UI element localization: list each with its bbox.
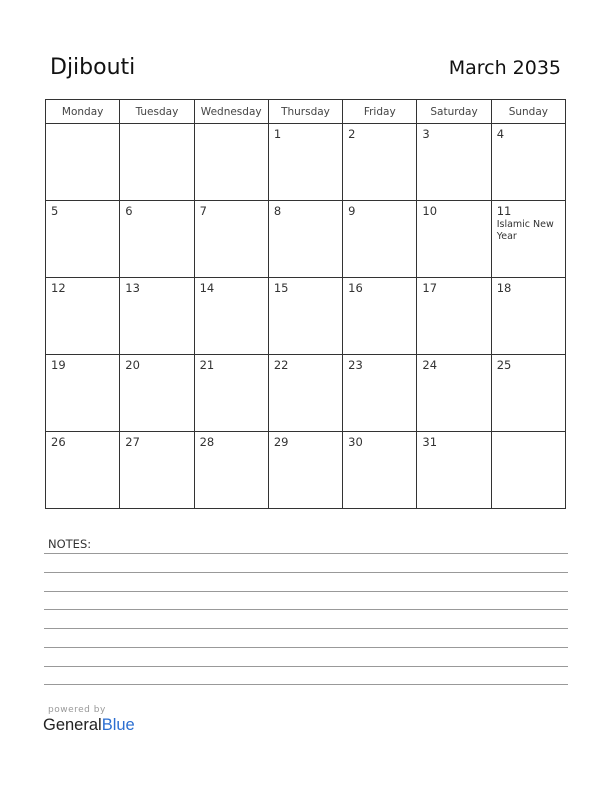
weekday-header: Tuesday (120, 100, 194, 124)
day-cell (491, 201, 565, 278)
day-cell (417, 124, 491, 201)
day-cell (194, 124, 268, 201)
day-cell (491, 124, 565, 201)
day-cell (120, 201, 194, 278)
day-cell (268, 355, 342, 432)
holiday-label: Islamic New Year (496, 219, 554, 242)
weekday-header: Thursday (268, 100, 342, 124)
day-cell (343, 355, 417, 432)
day-cell (343, 278, 417, 355)
day-cell (491, 432, 565, 509)
month-title: March 2035 (448, 57, 561, 79)
week-row (46, 278, 566, 355)
day-number: 9 (348, 204, 356, 218)
day-number: 30 (348, 435, 363, 449)
note-line (44, 666, 568, 667)
weekday-header: Friday (343, 100, 417, 124)
day-number: 31 (422, 435, 438, 449)
day-number: 20 (125, 358, 140, 372)
weekday-header-row (46, 100, 566, 124)
day-number: 5 (51, 204, 59, 218)
week-row (46, 432, 566, 509)
day-cell (120, 355, 194, 432)
weekday-header: Monday (46, 100, 120, 124)
day-number: 29 (273, 435, 289, 449)
day-cell (417, 432, 491, 509)
day-cell (120, 432, 194, 509)
day-number: 17 (422, 281, 438, 295)
day-cell (343, 201, 417, 278)
generalblue-logo (43, 716, 135, 735)
day-number: 10 (422, 204, 438, 218)
day-number: 23 (348, 358, 363, 372)
brand-blue-text: Blue (101, 716, 135, 734)
week-row (46, 201, 566, 278)
day-cell (194, 278, 268, 355)
day-number: 19 (51, 358, 66, 372)
day-cell (120, 124, 194, 201)
note-line (44, 591, 568, 592)
day-cell (194, 432, 268, 509)
day-cell (268, 432, 342, 509)
weekday-header: Sunday (491, 100, 565, 124)
day-number: 27 (125, 435, 140, 449)
day-cell (268, 124, 342, 201)
note-line (44, 553, 568, 554)
day-number: 21 (199, 358, 215, 372)
day-cell (268, 201, 342, 278)
day-number: 14 (199, 281, 215, 295)
weekday-header: Wednesday (194, 100, 268, 124)
day-cell (491, 355, 565, 432)
country-title: Djibouti (50, 55, 136, 80)
week-row (46, 124, 566, 201)
brand-general-text: General (43, 716, 102, 734)
day-cell (417, 278, 491, 355)
day-number: 18 (496, 281, 512, 295)
day-cell (46, 124, 120, 201)
day-cell (46, 278, 120, 355)
day-number: 11 (496, 204, 512, 218)
day-number: 3 (422, 127, 430, 141)
day-cell (268, 278, 342, 355)
powered-by-text: powered by (48, 705, 106, 715)
day-cell (46, 201, 120, 278)
day-number: 4 (496, 127, 505, 141)
day-cell (417, 355, 491, 432)
day-number: 13 (125, 281, 140, 295)
day-number: 16 (348, 281, 363, 295)
note-line (44, 647, 568, 648)
weekday-header: Saturday (417, 100, 491, 124)
day-cell (120, 278, 194, 355)
note-line (44, 684, 568, 685)
day-number: 25 (496, 358, 512, 372)
day-number: 7 (199, 204, 207, 218)
day-number: 1 (273, 127, 282, 141)
day-cell (194, 355, 268, 432)
note-line (44, 628, 568, 629)
day-number: 15 (273, 281, 289, 295)
day-number: 12 (51, 281, 66, 295)
day-cell (343, 432, 417, 509)
day-cell (46, 432, 120, 509)
week-row (46, 355, 566, 432)
day-number: 24 (422, 358, 438, 372)
day-cell (343, 124, 417, 201)
day-number: 26 (51, 435, 66, 449)
day-number: 28 (199, 435, 215, 449)
day-number: 22 (273, 358, 289, 372)
day-cell (194, 201, 268, 278)
day-cell (491, 278, 565, 355)
note-line (44, 572, 568, 573)
notes-label: NOTES: (48, 537, 92, 551)
calendar-grid (45, 99, 566, 509)
note-line (44, 609, 568, 610)
day-cell (46, 355, 120, 432)
day-cell (417, 201, 491, 278)
day-number: 2 (348, 127, 356, 141)
day-number: 8 (273, 204, 282, 218)
day-number: 6 (125, 204, 133, 218)
